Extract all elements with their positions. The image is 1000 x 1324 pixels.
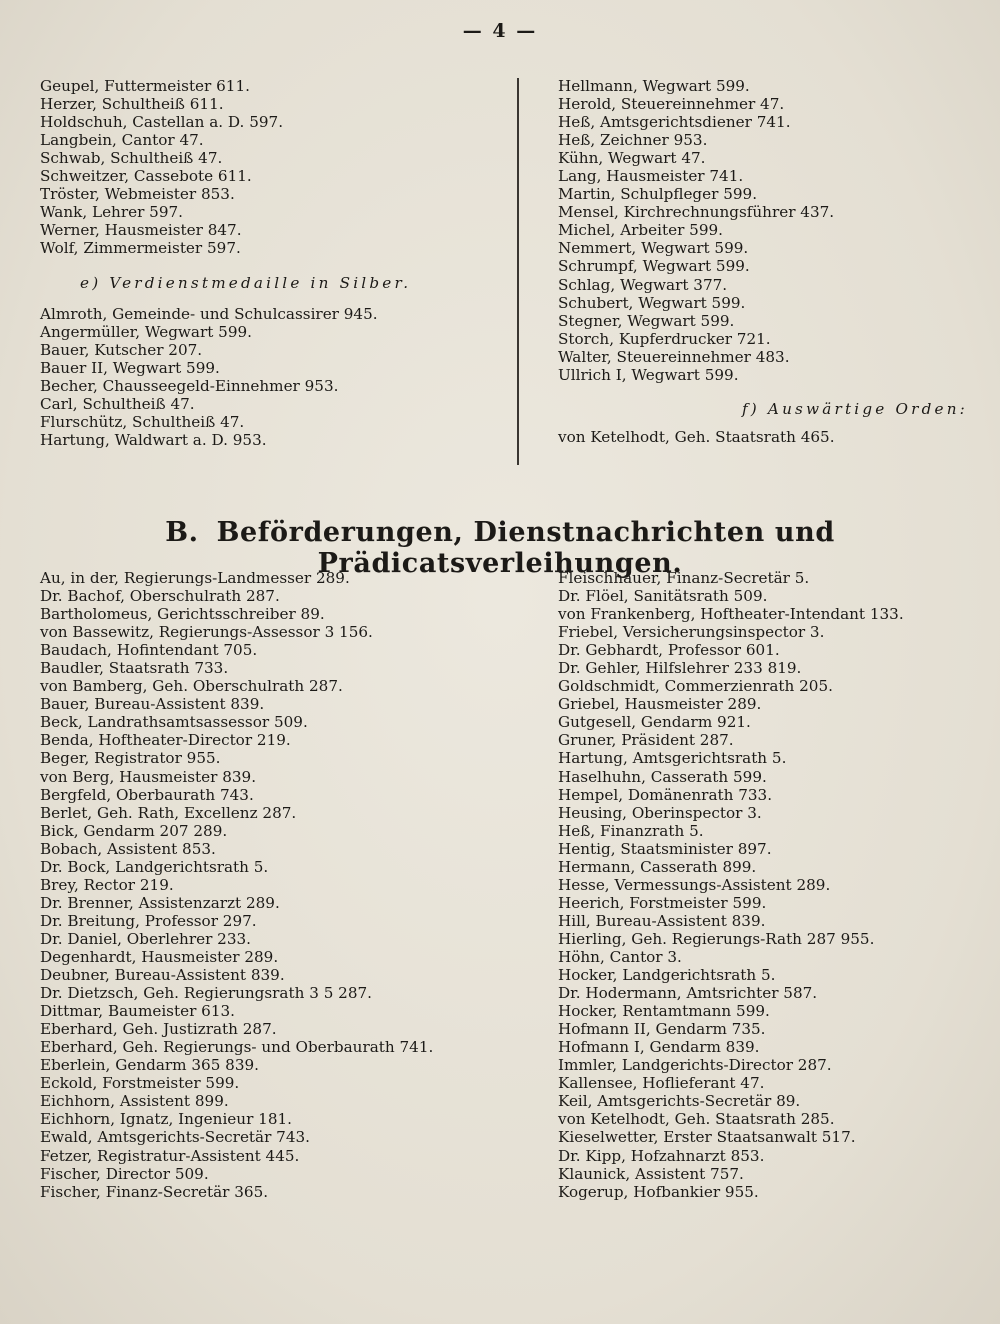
list-item: Ullrich I, Wegwart 599. <box>558 365 739 384</box>
list-item: Degenhardt, Hausmeister 289. <box>40 947 279 966</box>
list-item: Michel, Arbeiter 599. <box>558 221 723 240</box>
list-item: Benda, Hoftheater-Director 219. <box>40 731 291 750</box>
list-item: Bobach, Assistent 853. <box>40 839 216 858</box>
top-right-column <box>558 77 978 446</box>
list-item: Keil, Amtsgerichts-Secretär 89. <box>558 1092 801 1111</box>
list-item: Eberhard, Geh. Justizrath 287. <box>40 1020 277 1039</box>
list-item: von Bamberg, Geh. Oberschulrath 287. <box>40 677 343 696</box>
list-item: Heß, Amtsgerichtsdiener 741. <box>558 113 791 132</box>
list-item: Bauer, Kutscher 207. <box>40 340 203 359</box>
list-item: Gutgesell, Gendarm 921. <box>558 713 751 732</box>
list-item: Schubert, Wegwart 599. <box>558 293 746 312</box>
list-item: Heerich, Forstmeister 599. <box>558 893 767 912</box>
top-left-column <box>40 77 510 449</box>
list-item: Klaunick, Assistent 757. <box>558 1164 744 1183</box>
list-item: Flurschütz, Schultheiß 47. <box>40 412 245 431</box>
list-item: Hentig, Staatsminister 897. <box>558 839 772 858</box>
list-item: Hofmann II, Gendarm 735. <box>558 1020 766 1039</box>
list-item: Heß, Zeichner 953. <box>558 131 708 150</box>
list-item: von Bassewitz, Regierungs-Assessor 3 156. <box>40 623 373 642</box>
list-item: Bauer II, Wegwart 599. <box>40 358 220 377</box>
list-item: Kogerup, Hofbankier 955. <box>558 1182 759 1201</box>
list-item: Griebel, Hausmeister 289. <box>558 695 762 714</box>
list-item: Werner, Hausmeister 847. <box>40 221 242 240</box>
list-item: Tröster, Webmeister 853. <box>40 185 235 204</box>
list-item: Eberlein, Gendarm 365 839. <box>40 1056 259 1075</box>
list-item: Herold, Steuereinnehmer 47. <box>558 95 785 114</box>
list-item: Dr. Bachof, Oberschulrath 287. <box>40 587 280 606</box>
list-item: Kieselwetter, Erster Staatsanwalt 517. <box>558 1128 856 1147</box>
list-item: Ewald, Amtsgerichts-Secretär 743. <box>40 1128 310 1147</box>
list-item: Stegner, Wegwart 599. <box>558 311 735 330</box>
bottom-right-column <box>558 569 978 1201</box>
list-item: Au, in der, Regierungs-Landmesser 289. <box>40 569 350 587</box>
list-item: Nemmert, Wegwart 599. <box>558 239 749 258</box>
list-item: Hofmann I, Gendarm 839. <box>558 1038 760 1057</box>
list-item: Storch, Kupferdrucker 721. <box>558 329 771 348</box>
list-item: Fetzer, Registratur-Assistent 445. <box>40 1146 300 1165</box>
list-item: Angermüller, Wegwart 599. <box>40 322 252 341</box>
list-item: Schweitzer, Cassebote 611. <box>40 167 252 186</box>
list-item: Goldschmidt, Commerzienrath 205. <box>558 677 833 696</box>
list-item: Carl, Schultheiß 47. <box>40 394 195 413</box>
top-right-list-a <box>558 77 978 384</box>
list-item: Bartholomeus, Gerichtsschreiber 89. <box>40 605 325 624</box>
list-item: Brey, Rector 219. <box>40 875 174 894</box>
list-item: Hocker, Rentamtmann 599. <box>558 1002 770 1021</box>
list-item: Schwab, Schultheiß 47. <box>40 149 223 168</box>
list-item: Bauer, Bureau-Assistent 839. <box>40 695 265 714</box>
list-item: Schrumpf, Wegwart 599. <box>558 257 750 276</box>
list-item: Geupel, Futtermeister 611. <box>40 77 250 95</box>
list-item: Dr. Bock, Landgerichtsrath 5. <box>40 857 269 876</box>
top-left-list-b <box>40 305 510 449</box>
list-item: Lang, Hausmeister 741. <box>558 167 744 186</box>
list-item: Beger, Registrator 955. <box>40 749 221 768</box>
list-item: Baudler, Staatsrath 733. <box>40 659 229 678</box>
list-item: Hermann, Casserath 899. <box>558 857 757 876</box>
list-item: Almroth, Gemeinde- und Schulcassirer 945. <box>40 304 378 323</box>
top-right-list-b <box>558 428 978 446</box>
list-item: Schlag, Wegwart 377. <box>558 275 728 294</box>
bottom-left-column <box>40 569 520 1201</box>
list-item: Fischer, Director 509. <box>40 1164 209 1183</box>
list-item: Immler, Landgerichts-Director 287. <box>558 1056 832 1075</box>
list-item: Hempel, Domänenrath 733. <box>558 785 773 804</box>
list-item: Hellmann, Wegwart 599. <box>558 77 750 95</box>
list-item: von Ketelhodt, Geh. Staatsrath 465. <box>558 427 835 446</box>
list-item: Friebel, Versicherungsinspector 3. <box>558 623 825 642</box>
list-item: Gruner, Präsident 287. <box>558 731 734 750</box>
list-item: Dr. Gehler, Hilfslehrer 233 819. <box>558 659 802 678</box>
list-item: Fleischhauer, Finanz-Secretär 5. <box>558 569 810 587</box>
list-item: Hesse, Vermessungs-Assistent 289. <box>558 875 831 894</box>
list-item: Hocker, Landgerichtsrath 5. <box>558 966 776 985</box>
list-item: Hierling, Geh. Regierungs-Rath 287 955. <box>558 929 875 948</box>
list-item: Dr. Gebhardt, Professor 601. <box>558 641 780 660</box>
list-item: Heusing, Oberinspector 3. <box>558 803 762 822</box>
list-item: von Frankenberg, Hoftheater-Intendant 133. <box>558 605 904 624</box>
list-item: Kühn, Wegwart 47. <box>558 149 706 168</box>
heading-f: f) Auswärtige Orden: <box>741 399 968 418</box>
list-item: Holdschuh, Castellan a. D. 597. <box>40 113 284 132</box>
section-b-title: Beförderungen, Dienstnachrichten und Prädicatsverleihungen. <box>216 517 835 579</box>
list-item: Fischer, Finanz-Secretär 365. <box>40 1182 269 1201</box>
list-item: Herzer, Schultheiß 611. <box>40 95 224 114</box>
page-number: — 4 — <box>462 20 538 42</box>
column-divider <box>517 78 519 465</box>
list-item: Wolf, Zimmermeister 597. <box>40 239 241 258</box>
list-item: von Ketelhodt, Geh. Staatsrath 285. <box>558 1110 835 1129</box>
list-item: Dr. Brenner, Assistenzarzt 289. <box>40 893 280 912</box>
list-item: Deubner, Bureau-Assistent 839. <box>40 966 285 985</box>
list-item: Hartung, Waldwart a. D. 953. <box>40 430 267 449</box>
list-item: Berlet, Geh. Rath, Excellenz 287. <box>40 803 297 822</box>
list-item: Eichhorn, Ignatz, Ingenieur 181. <box>40 1110 292 1129</box>
list-item: Dr. Dietzsch, Geh. Regierungsrath 3 5 287. <box>40 984 372 1003</box>
heading-e: e) Verdienstmedaille in Silber. <box>80 274 412 293</box>
list-item: Bergfeld, Oberbaurath 743. <box>40 785 254 804</box>
list-item: Höhn, Cantor 3. <box>558 947 682 966</box>
list-item: Langbein, Cantor 47. <box>40 131 204 150</box>
list-item: Dr. Hodermann, Amtsrichter 587. <box>558 984 818 1003</box>
list-item: Wank, Lehrer 597. <box>40 203 183 222</box>
list-item: Bick, Gendarm 207 289. <box>40 821 228 840</box>
list-item: Baudach, Hofintendant 705. <box>40 641 258 660</box>
list-item: Dr. Kipp, Hofzahnarzt 853. <box>558 1146 765 1165</box>
list-item: Dittmar, Baumeister 613. <box>40 1002 235 1021</box>
top-left-list-a <box>40 77 510 257</box>
list-item: Eckold, Forstmeister 599. <box>40 1074 240 1093</box>
list-item: Walter, Steuereinnehmer 483. <box>558 347 790 366</box>
list-item: von Berg, Hausmeister 839. <box>40 767 257 786</box>
list-item: Dr. Daniel, Oberlehrer 233. <box>40 929 251 948</box>
list-item: Haselhuhn, Casserath 599. <box>558 767 767 786</box>
list-item: Dr. Breitung, Professor 297. <box>40 911 257 930</box>
section-b-label: B. <box>165 517 199 548</box>
list-item: Dr. Flöel, Sanitätsrath 509. <box>558 587 768 606</box>
list-item: Martin, Schulpfleger 599. <box>558 185 758 204</box>
list-item: Hill, Bureau-Assistent 839. <box>558 911 766 930</box>
list-item: Heß, Finanzrath 5. <box>558 821 704 840</box>
list-item: Eberhard, Geh. Regierungs- und Oberbaurath 741. <box>40 1038 434 1057</box>
list-item: Mensel, Kirchrechnungsführer 437. <box>558 203 835 222</box>
list-item: Eichhorn, Assistent 899. <box>40 1092 229 1111</box>
list-item: Kallensee, Hoflieferant 47. <box>558 1074 765 1093</box>
list-item: Hartung, Amtsgerichtsrath 5. <box>558 749 787 768</box>
list-item: Becher, Chausseegeld-Einnehmer 953. <box>40 376 339 395</box>
list-item: Beck, Landrathsamtsassessor 509. <box>40 713 308 732</box>
